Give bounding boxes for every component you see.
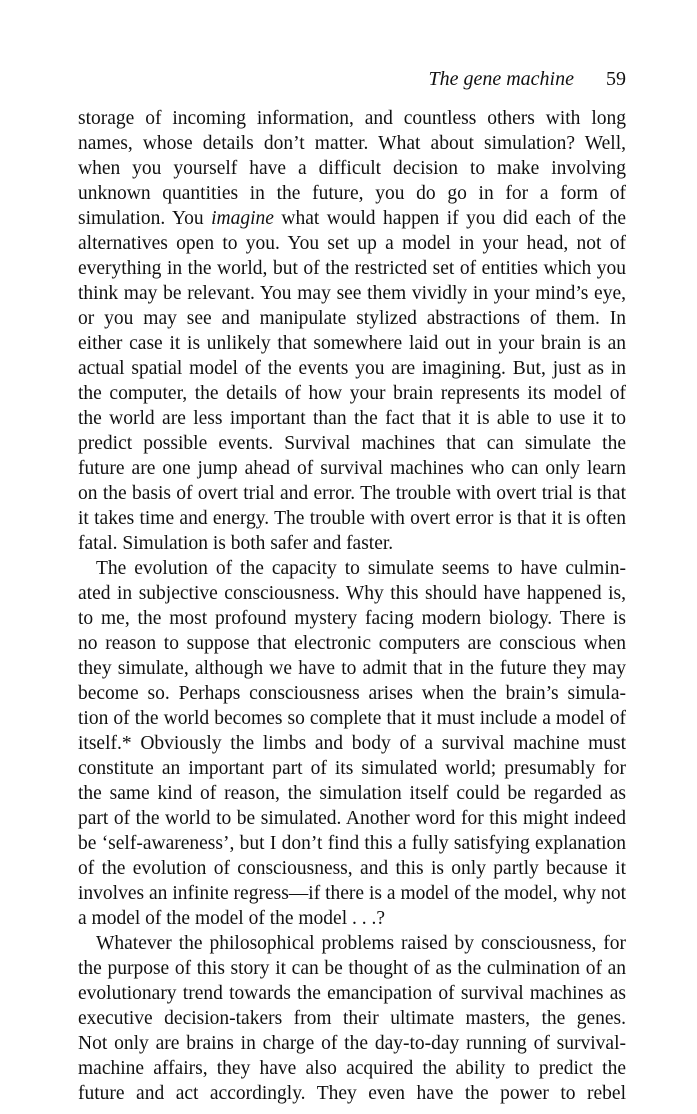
text-line: Not only are brains in charge of the day-to-day running of survival- bbox=[78, 1033, 626, 1054]
text-line: part of the world to be simulated. Another word for this might indeed bbox=[78, 808, 626, 829]
text-line: become so. Perhaps consciousness arises when the brain’s simula- bbox=[78, 683, 626, 704]
text-line: the computer, the details of how your brain represents its model of bbox=[78, 383, 626, 404]
text-line: be ‘self-awareness’, but I don’t find this a fully satisfying explanation bbox=[78, 833, 626, 854]
text-line: or you may see and manipulate stylized abstractions of them. In bbox=[78, 308, 626, 329]
text-line: storage of incoming information, and countless others with long bbox=[78, 108, 626, 129]
text-line: on the basis of overt trial and error. The trouble with overt trial is that bbox=[78, 483, 626, 504]
emphasis: imagine bbox=[211, 208, 274, 229]
text-line: of the evolution of consciousness, and this is only partly because it bbox=[78, 858, 626, 879]
text-line: fatal. Simulation is both safer and faster. bbox=[78, 533, 394, 554]
text-line: executive decision-takers from their ultimate masters, the genes. bbox=[78, 1008, 626, 1029]
text-line: it takes time and energy. The trouble with overt error is that it is often bbox=[78, 508, 626, 529]
body-text bbox=[78, 106, 626, 1106]
text-line: involves an infinite regress—if there is a model of the model, why not bbox=[78, 883, 626, 904]
text-line: constitute an important part of its simulated world; presumably for bbox=[78, 758, 626, 779]
text-line: unknown quantities in the future, you do go in for a form of bbox=[78, 183, 626, 204]
text-line: tion of the world becomes so complete that it must include a model of bbox=[78, 708, 626, 729]
text-line: think may be relevant. You may see them vividly in your mind’s eye, bbox=[78, 283, 626, 304]
text-line: the same kind of reason, the simulation itself could be regarded as bbox=[78, 783, 626, 804]
text-line: no reason to suppose that electronic computers are conscious when bbox=[78, 633, 626, 654]
text-line: future and act accordingly. They even have the power to rebel bbox=[78, 1083, 626, 1104]
text-line: ated in subjective consciousness. Why this should have happened is, bbox=[78, 583, 626, 604]
text-line: predict possible events. Survival machines that can simulate the bbox=[78, 433, 626, 454]
text-line: to me, the most profound mystery facing modern biology. There is bbox=[78, 608, 626, 629]
text-line: alternatives open to you. You set up a model in your head, not of bbox=[78, 233, 626, 254]
text-line: everything in the world, but of the restricted set of entities which you bbox=[78, 258, 626, 279]
text-line: they simulate, although we have to admit that in the future they may bbox=[78, 658, 626, 679]
text-line: when you yourself have a difficult decision to make involving bbox=[78, 158, 626, 179]
text-line: evolutionary trend towards the emancipation of survival machines as bbox=[78, 983, 626, 1004]
text-line: the purpose of this story it can be thought of as the culmination of an bbox=[78, 958, 626, 979]
text-line: Whatever the philosophical problems raised by consciousness, for bbox=[96, 933, 626, 954]
text-line: a model of the model of the model . . .? bbox=[78, 908, 386, 929]
text-line: either case it is unlikely that somewhere laid out in your brain is an bbox=[78, 333, 626, 354]
text-line: machine affairs, they have also acquired the ability to predict the bbox=[78, 1058, 626, 1079]
running-head-title: The gene machine bbox=[428, 68, 574, 90]
text-line: itself.* Obviously the limbs and body of a survival machine must bbox=[78, 733, 626, 754]
running-head bbox=[78, 66, 626, 96]
text-line: names, whose details don’t matter. What about simulation? Well, bbox=[78, 133, 626, 154]
text-line: The evolution of the capacity to simulate seems to have culmin- bbox=[96, 558, 626, 579]
page-number: 59 bbox=[606, 68, 626, 90]
text-line: actual spatial model of the events you are imagining. But, just as in bbox=[78, 358, 626, 379]
text-line: future are one jump ahead of survival machines who can only learn bbox=[78, 458, 626, 479]
text-line: the world are less important than the fact that it is able to use it to bbox=[78, 408, 626, 429]
text-line: simulation. You imagine what would happen if you did each of the bbox=[78, 208, 627, 229]
